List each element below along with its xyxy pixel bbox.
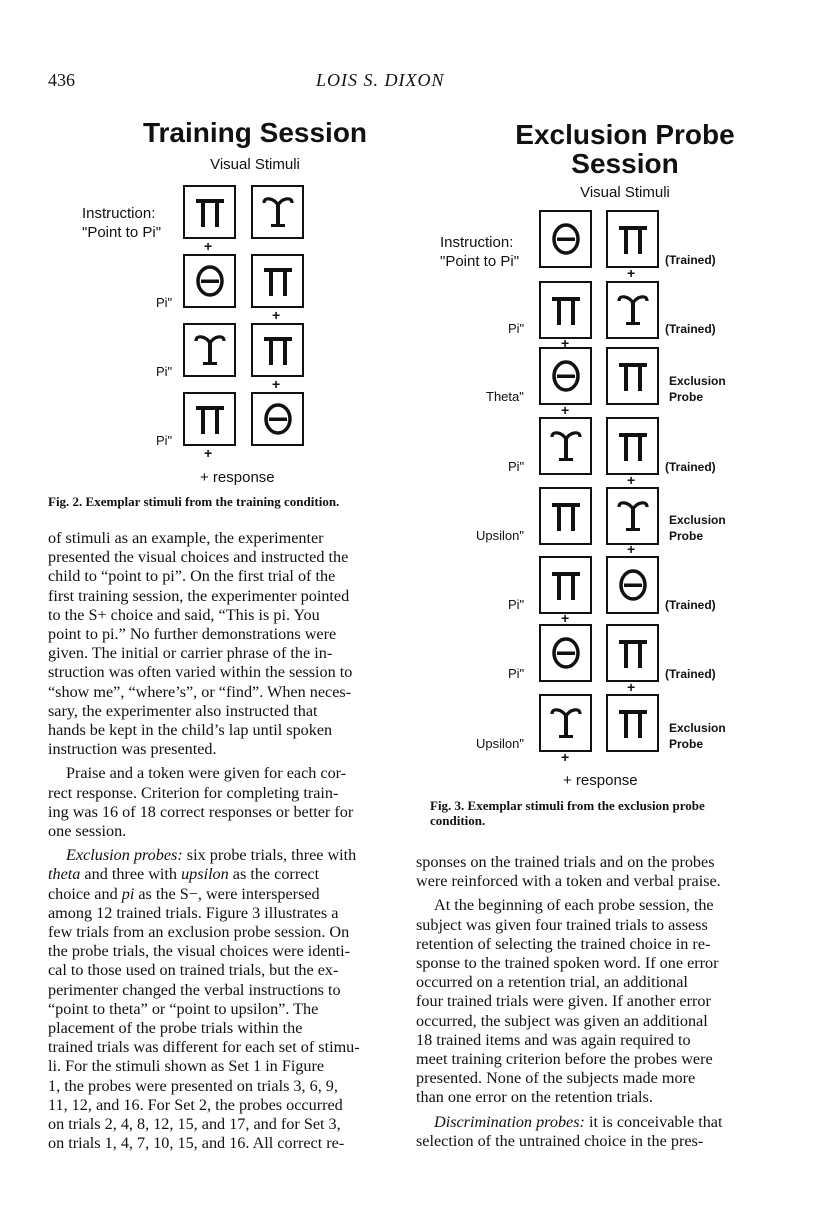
stimulus-upsilon <box>251 185 304 239</box>
figure-2-row-label: Pi" <box>156 295 173 310</box>
response-marker: + <box>561 749 570 765</box>
figure-2-subtitle: Visual Stimuli <box>210 156 300 173</box>
trained-label: (Trained) <box>665 667 716 681</box>
section-heading: Discrimination probes: <box>434 1112 585 1131</box>
section-heading: Exclusion probes: <box>66 846 183 865</box>
paragraph: Praise and a token were given for each cor- rect response. Criterion for completing train- ing was 16 of 18 correct responses or better for one session. <box>48 764 354 841</box>
stimulus-theta <box>183 254 236 308</box>
stimulus-upsilon <box>606 487 659 545</box>
stimulus-upsilon <box>183 323 236 377</box>
trained-label: (Trained) <box>665 322 716 336</box>
stimulus-pi <box>539 487 592 545</box>
figure-3-title-line1: Exclusion Probe <box>515 119 735 150</box>
page-number: 436 <box>48 70 75 90</box>
stimulus-pi <box>251 254 304 308</box>
stimulus-pi <box>251 323 304 377</box>
response-marker: + <box>272 376 281 392</box>
figure-3-caption-line1: Fig. 3. Exemplar stimuli from the exclusion probe <box>430 798 705 813</box>
response-marker: + <box>204 238 213 254</box>
figure-3-response-legend: + response <box>563 772 638 789</box>
right-column-text <box>416 853 764 1151</box>
figure-3-row-label: Pi" <box>508 597 525 612</box>
figure-3-row-label: Upsilon" <box>476 528 524 543</box>
response-marker: + <box>272 307 281 323</box>
figure-3-row-label: Pi" <box>508 459 525 474</box>
exclusion-label: Exclusion <box>669 374 726 388</box>
figure-2-instruction-text: "Point to Pi" <box>82 224 162 241</box>
stimulus-upsilon <box>539 694 592 752</box>
figure-3-instruction-label: Instruction: <box>440 234 514 251</box>
stimulus-theta <box>606 556 659 614</box>
response-marker: + <box>627 265 636 281</box>
stimulus-upsilon <box>606 281 659 339</box>
probe-label: Probe <box>669 737 704 751</box>
trained-label: (Trained) <box>665 598 716 612</box>
stimulus-pi <box>539 281 592 339</box>
stimulus-theta <box>539 624 592 682</box>
stimulus-pi <box>606 417 659 475</box>
stimulus-pi <box>606 624 659 682</box>
exclusion-label: Exclusion <box>669 721 726 735</box>
stimulus-theta <box>539 210 592 268</box>
figure-2-row-label: Pi" <box>156 364 173 379</box>
probe-label: Probe <box>669 390 704 404</box>
stimulus-pi <box>183 392 236 446</box>
figure-2-response-legend: + response <box>200 469 275 486</box>
figure-2-caption: Fig. 2. Exemplar stimuli from the training condition. <box>48 494 340 509</box>
stimulus-theta <box>539 347 592 405</box>
left-column-text <box>48 529 396 1154</box>
response-marker: + <box>561 402 570 418</box>
paragraph: Discrimination probes: it is conceivable that selection of the untrained choice in the pres- <box>416 1112 723 1150</box>
figure-3-caption-line2: condition. <box>430 813 486 828</box>
response-marker: + <box>204 445 213 461</box>
figure-3-row-label: Upsilon" <box>476 736 524 751</box>
paragraph: Exclusion probes: six probe trials, three with theta and three with upsilon as the correct choice and pi as the S−, were interspersed among 12 trained trials. Figure 3 illustrates a few trials from an exclusion probe session. On the probe trials, the visual choices were identi- cal to those used on trained trials, but the ex- perimenter changed the verbal instructions to “point to theta” or “point to upsilon”. The placement of the probe trials within the trained trials was different for each set of stimu- li. For the stimuli shown as Set 1 in Figure 1, the probes were presented on trials 3, 6, 9, 11, 12, and 16. For Set 2, the probes occurred on trials 2, 4, 8, 12, 15, and 17, and for Set 3, on trials 1, 4, 7, 10, 15, and 16. All correct re- <box>48 846 360 1153</box>
figure-2-row-label: Pi" <box>156 433 173 448</box>
figure-3-instruction-text: "Point to Pi" <box>440 253 520 270</box>
stimulus-theta <box>251 392 304 446</box>
paragraph: sponses on the trained trials and on the probes were reinforced with a token and verbal praise. <box>416 853 721 891</box>
response-marker: + <box>561 335 570 351</box>
figure-2-title: Training Session <box>142 117 368 148</box>
response-marker: + <box>627 679 636 695</box>
figure-3-row-label: Pi" <box>508 666 525 681</box>
running-head-author: LOIS S. DIXON <box>316 70 445 90</box>
paragraph: of stimuli as an example, the experimenter presented the visual choices and instructed the child to “point to pi”. On the first trial of the first training session, the experimenter pointed to the S+ choice and said, “This is pi. You point to pi.” No further demonstrations were given. The initial or carrier phrase of the in- struction was often varied within the session to “show me”, “where’s”, or “find”. When neces- sary, the experimenter also instructed that hands be kept in the child’s lap until spoken instruction was presented. <box>48 529 353 759</box>
stimulus-pi <box>183 185 236 239</box>
trained-label: (Trained) <box>665 460 716 474</box>
figure-3-row-label: Theta" <box>486 389 524 404</box>
response-marker: + <box>627 472 636 488</box>
probe-label: Probe <box>669 529 704 543</box>
stimulus-upsilon <box>539 417 592 475</box>
exclusion-label: Exclusion <box>669 513 726 527</box>
figure-3-subtitle: Visual Stimuli <box>580 184 670 201</box>
figure-2-instruction-label: Instruction: <box>82 205 156 222</box>
paragraph: At the beginning of each probe session, the subject was given four trained trials to assess retention of selecting the trained choice in re- sponse to the trained spoken word. If one error occurred on a retention trial, an additional four trained trials were given. If another error occurred, the subject was given an additional 18 trained items and was again required to meet training criterion before the probes were presented. None of the subjects made more than one error on the retention trials. <box>416 896 719 1107</box>
stimulus-pi <box>606 210 659 268</box>
stimulus-pi <box>539 556 592 614</box>
response-marker: + <box>561 610 570 626</box>
stimulus-pi <box>606 347 659 405</box>
stimulus-pi <box>606 694 659 752</box>
trained-label: (Trained) <box>665 253 716 267</box>
response-marker: + <box>627 541 636 557</box>
figure-3-row-label: Pi" <box>508 321 525 336</box>
figure-3-title-line2: Session <box>571 148 679 179</box>
